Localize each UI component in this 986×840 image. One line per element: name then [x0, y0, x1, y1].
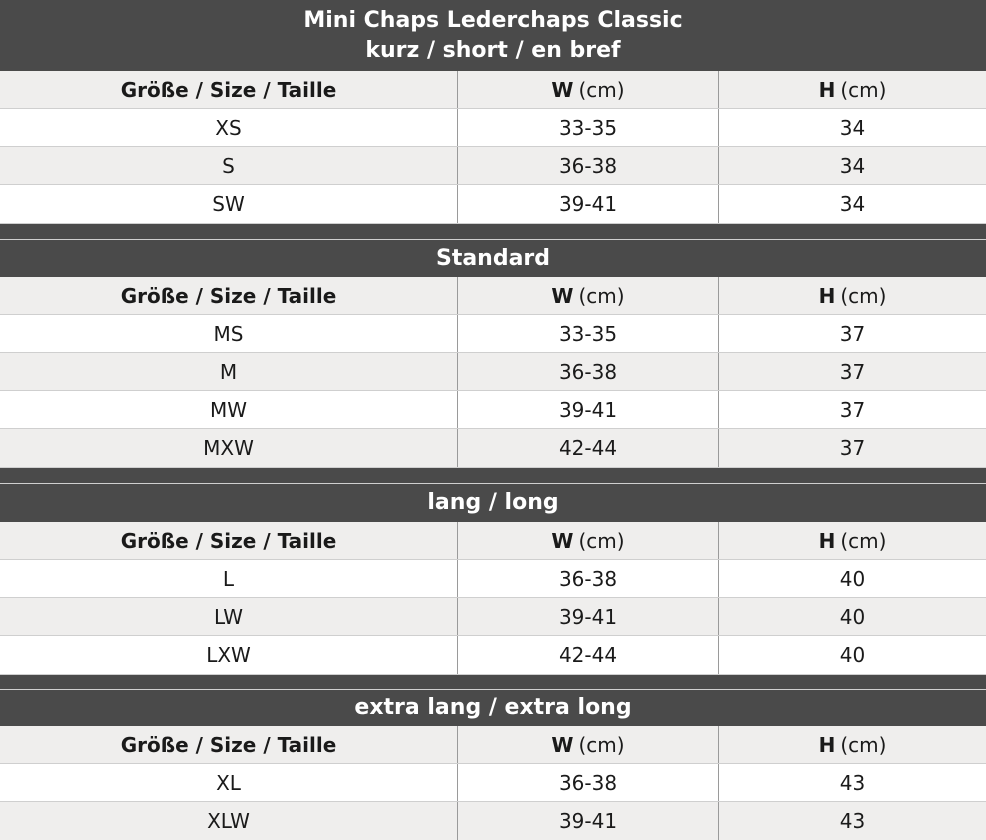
size-cell: XS: [0, 109, 458, 146]
size-column-header: Größe / Size / Taille: [0, 277, 458, 314]
size-cell: S: [0, 147, 458, 184]
width-column-header: W (cm): [458, 522, 719, 559]
table-row: [0, 147, 986, 185]
section-title-standard: [0, 240, 986, 277]
table-row: [0, 764, 986, 802]
height-column-header: H (cm): [818, 77, 887, 102]
table-header-row: [0, 726, 986, 764]
size-column-header: Größe / Size / Taille: [0, 726, 458, 763]
height-cell: 40: [839, 643, 866, 667]
height-column-header: H (cm): [818, 528, 887, 553]
width-cell: 33-35: [458, 109, 719, 146]
height-cell: 37: [839, 397, 866, 422]
height-column-header: H (cm): [818, 732, 887, 757]
section-title-long: [0, 484, 986, 522]
section-title-line1: Mini Chaps Lederchaps Classic: [303, 7, 683, 33]
height-cell: 34: [839, 153, 866, 178]
size-cell: LW: [0, 598, 458, 635]
size-column-header: Größe / Size / Taille: [0, 522, 458, 559]
width-cell: 36-38: [458, 560, 719, 597]
width-cell: 42-44: [458, 429, 719, 467]
table-row: [0, 560, 986, 598]
section-title-extra-long: [0, 690, 986, 726]
width-cell: 42-44: [458, 636, 719, 674]
height-cell: 40: [839, 566, 866, 591]
table-row: [0, 391, 986, 429]
section-title-line1: Standard: [435, 245, 551, 271]
section-title-line1: lang / long: [427, 490, 559, 515]
size-cell: XL: [0, 764, 458, 801]
height-cell: 37: [839, 436, 866, 460]
table-row: [0, 185, 986, 223]
width-cell: 39-41: [458, 802, 719, 840]
section-title-line2: kurz / short / en bref: [365, 37, 621, 63]
size-cell: MW: [0, 391, 458, 428]
height-cell: 34: [839, 192, 866, 216]
size-cell: XLW: [0, 802, 458, 840]
size-column-header: Größe / Size / Taille: [0, 71, 458, 108]
section-title-short: [0, 0, 986, 71]
width-cell: 36-38: [458, 147, 719, 184]
table-row: [0, 429, 986, 467]
size-cell: L: [0, 560, 458, 597]
table-row: [0, 802, 986, 840]
table-row: [0, 598, 986, 636]
width-column-header: W (cm): [458, 277, 719, 314]
height-cell: 34: [839, 115, 866, 140]
table-row: [0, 109, 986, 147]
height-cell: 43: [839, 770, 866, 795]
width-cell: 39-41: [458, 391, 719, 428]
table-row: [0, 353, 986, 391]
table-row: [0, 636, 986, 674]
section-title-line1: extra lang / extra long: [354, 695, 632, 720]
height-cell: 37: [839, 321, 866, 346]
size-cell: MS: [0, 315, 458, 352]
height-cell: 40: [839, 604, 866, 629]
height-cell: 43: [839, 809, 866, 833]
width-cell: 39-41: [458, 598, 719, 635]
section-divider: [0, 674, 986, 690]
section-divider: [0, 467, 986, 484]
table-row: [0, 315, 986, 353]
width-cell: 39-41: [458, 185, 719, 223]
size-cell: MXW: [0, 429, 458, 467]
width-column-header: W (cm): [458, 71, 719, 108]
size-cell: SW: [0, 185, 458, 223]
width-column-header: W (cm): [458, 726, 719, 763]
table-header-row: [0, 71, 986, 109]
height-cell: 37: [839, 359, 866, 384]
table-header-row: [0, 277, 986, 315]
height-column-header: H (cm): [818, 283, 887, 308]
section-divider: [0, 223, 986, 240]
size-cell: M: [0, 353, 458, 390]
width-cell: 33-35: [458, 315, 719, 352]
width-cell: 36-38: [458, 353, 719, 390]
size-cell: LXW: [0, 636, 458, 674]
width-cell: 36-38: [458, 764, 719, 801]
table-header-row: [0, 522, 986, 560]
